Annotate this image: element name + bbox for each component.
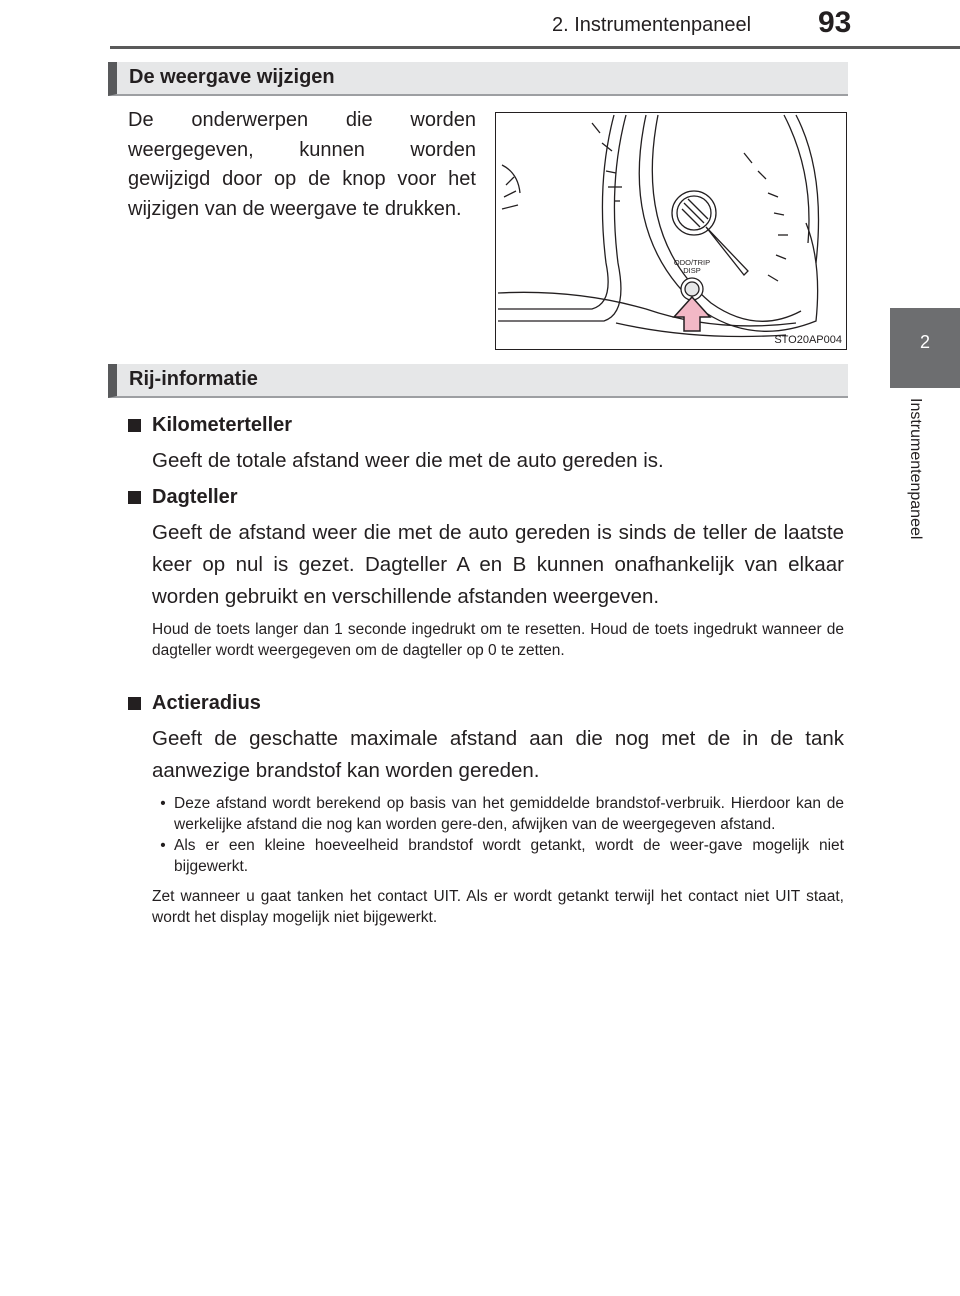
instrument-figure [495,112,847,350]
page-number: 93 [818,6,852,39]
bullet-dot-icon: • [160,795,166,812]
intro-paragraph: De onderwerpen die worden weergegeven, kunnen worden gewijzigd door op de knop voor het wijzigen van de weergave te drukken. [128,109,476,220]
note-paragraph: Houd de toets langer dan 1 seconde ingedrukt om te resetten. Houd de toets ingedrukt wanneer de dagteller wordt weergegeven om de dagteller op 0 te zetten. [152,621,844,659]
item-trip-meter [128,486,844,661]
subheading [128,486,844,509]
subheading [128,414,844,437]
chapter-tab-number: 2 [919,332,930,352]
left-gauge-arc [502,165,520,193]
list-item [152,793,844,835]
list-item-text: Als er een kleine hoeveelheid brandstof wordt getankt, wordt de weer-gave mogelijk niet bijgewerkt. [174,837,844,875]
subheading-text: Dagteller [152,486,238,508]
needle [706,227,748,275]
section-heading-driving-info [108,364,848,398]
square-bullet-icon [128,419,141,432]
button-label-line2: DISP [683,266,701,275]
bullet-dot-icon: • [160,837,166,854]
chapter-title: 2. Instrumentenpaneel [552,14,752,36]
item-odometer [128,414,844,477]
panel-outline [498,115,614,309]
chapter-tab-label: Instrumentenpaneel [907,398,924,540]
item-range [128,692,844,928]
list-item [152,835,844,877]
square-bullet-icon [128,491,141,504]
subheading-text: Kilometerteller [152,414,293,436]
arrow-icon [674,297,710,331]
body-paragraph: Geeft de geschatte maximale afstand aan die nog met de in de tank aanwezige brandstof kan worden gereden. [152,727,844,782]
subheading-text: Actieradius [152,692,261,714]
chapter-tab[interactable] [890,308,960,388]
square-bullet-icon [128,697,141,710]
header-rule [110,46,960,49]
list-item-text: Deze afstand wordt berekend op basis van het gemiddelde brandstof-verbruik. Hierdoor kan de werkelijke afstand die nog kan worden gere-den, afwijken van de weergegeven afstand. [174,795,844,833]
note-paragraph: Zet wanneer u gaat tanken het contact UIT. Als er wordt getankt terwijl het contact niet UIT staat, wordt het display mogelijk niet bijgewerkt. [152,888,844,926]
body-paragraph: Geeft de totale afstand weer die met de auto gereden is. [152,449,664,472]
gauge-illustration [496,113,846,349]
bullet-list [152,793,844,877]
section-heading-display [108,62,848,96]
figure-code: STO20AP004 [774,334,842,346]
subheading [128,692,844,715]
body-paragraph: Geeft de afstand weer die met de auto gereden is sinds de teller de laatste keer op nul is gezet. Dagteller A en B kunnen onafhankelijk van elkaar worden gebruikt en verschillende afstanden weergeven. [152,521,844,608]
section-heading-text: Rij-informatie [129,368,258,390]
section-heading-text: De weergave wijzigen [129,66,335,88]
dial-arc-outer [639,115,817,331]
button-label-line1: ODO/TRIP [673,258,711,267]
